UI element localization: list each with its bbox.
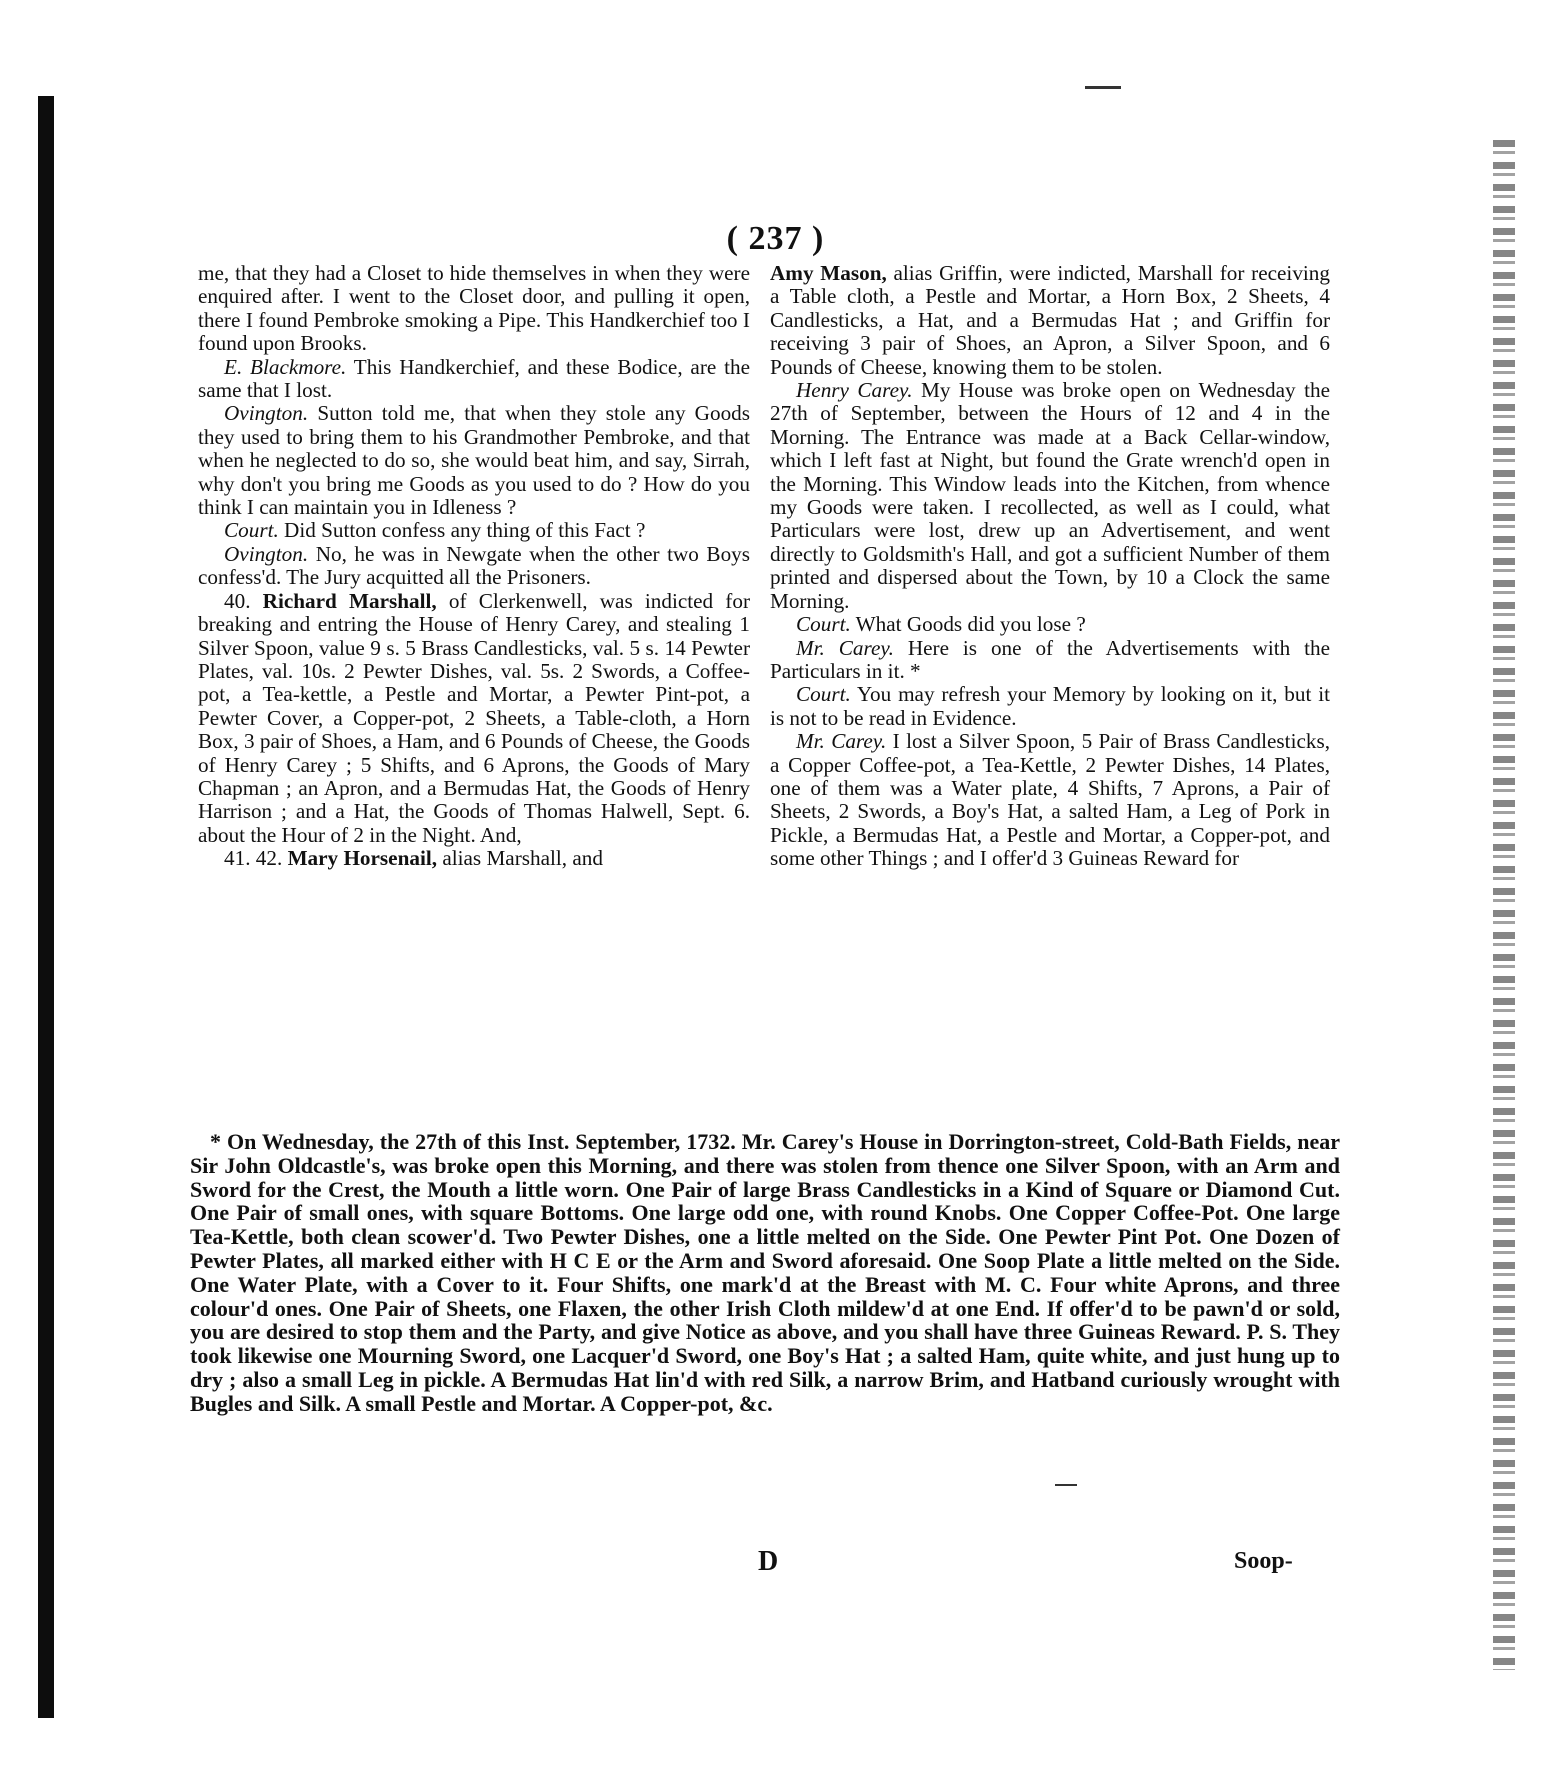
speaker-name: Court. bbox=[796, 612, 851, 637]
paragraph bbox=[770, 262, 1330, 379]
case-number: 40. bbox=[224, 588, 251, 613]
speaker-name: Ovington. bbox=[224, 401, 309, 426]
paragraph bbox=[770, 637, 1330, 684]
footnote-advertisement bbox=[190, 1130, 1340, 1416]
defendant-name: Richard Marshall, bbox=[262, 588, 437, 613]
paragraph-text: alias Marshall, and bbox=[442, 846, 603, 871]
paragraph bbox=[770, 379, 1330, 613]
right-column bbox=[770, 262, 1330, 871]
paragraph-text: of Clerkenwell, was indicted for breaking and entring the House of Henry Carey, and stealing 1 Silver Spoon, value 9 s. 5 Brass Candlesticks, val. 5 s. 14 Pewter Plates, val. 10s. 2 Pewter Dishes, val. 5s. 2 Swords, a Coffee-pot, a Tea-kettle, a Pestle and Mortar, a Pewter Pint-pot, a Pewter Cover, a Copper-pot, 2 Sheets, a Table-cloth, a Horn Box, 3 pair of Shoes, a Ham, and 6 Pounds of Cheese, the Goods of Henry Carey ; 5 Shifts, and 6 Aprons, the Goods of Mary Chapman ; an Apron, and a Bermudas Hat, the Goods of Henry Harrison ; and a Hat, the Goods of Thomas Halwell, Sept. 6. about the Hour of 2 in the Night. And, bbox=[198, 588, 751, 847]
ink-smudge bbox=[1055, 1484, 1077, 1486]
paragraph-text: I lost a Silver Spoon, 5 Pair of Brass Candlesticks, a Copper Coffee-pot, a Tea-Kettle, 2 Pewter Dishes, 14 Plates, one of them was a Water plate, 4 Shifts, 7 Aprons, a Pair of Sheets, 2 Swords, a Boy's Hat, a salted Ham, a Leg of Pork in Pickle, a Bermudas Hat, a Pestle and Mortar, a Copper-pot, and some other Things ; and I offer'd 3 Guineas Reward for bbox=[770, 729, 1330, 871]
paragraph bbox=[198, 543, 750, 590]
paragraph bbox=[198, 847, 750, 870]
paragraph-text: me, that they had a Closet to hide themselves in when they were enquired after. I went to the Closet door, and pulling it open, there I found Pembroke smoking a Pipe. This Handkerchief too I found upon Brooks. bbox=[198, 261, 750, 356]
ink-smudge bbox=[1085, 86, 1121, 89]
speaker-name: Ovington. bbox=[224, 541, 309, 566]
page-edge-shadow bbox=[1493, 140, 1515, 1670]
paragraph-text: My House was broke open on Wednesday the 27th of September, between the Hours of 12 and 4 in the Morning. The Entrance was made at a Back Cellar-window, which I left fast at Night, but found the Grate wrench'd open in the Morning. This Window leads into the Kitchen, from whence my Goods were taken. I recollected, as well as I could, what Particulars were lost, drew up an Advertisement, and went directly to Goldsmith's Hall, and got a sufficient Number of them printed and dispersed about the Town, by 10 a Clock the same Morning. bbox=[770, 378, 1330, 613]
speaker-name: Henry Carey. bbox=[796, 378, 913, 403]
paragraph-text: What Goods did you lose ? bbox=[855, 612, 1086, 637]
binding-shadow bbox=[38, 96, 54, 1718]
defendant-name: Amy Mason, bbox=[770, 261, 887, 285]
paragraph bbox=[198, 519, 750, 542]
paragraph-text: This Handkerchief, and these Bodice, are the same that I lost. bbox=[198, 354, 750, 403]
speaker-name: Court. bbox=[796, 682, 851, 707]
speaker-name: Court. bbox=[224, 518, 279, 543]
speaker-name: E. Blackmore. bbox=[224, 354, 347, 379]
paragraph bbox=[770, 613, 1330, 636]
paragraph-text: No, he was in Newgate when the other two Boys confess'd. The Jury acquitted all the Prisoners. bbox=[198, 541, 750, 590]
speaker-name: Mr. Carey. bbox=[796, 729, 887, 754]
speaker-name: Mr. Carey. bbox=[796, 635, 894, 660]
paragraph bbox=[198, 590, 750, 847]
paragraph-text: Here is one of the Advertisements with the Particulars in it. * bbox=[770, 635, 1331, 683]
catchword: Soop- bbox=[1234, 1548, 1293, 1574]
paragraph bbox=[198, 402, 750, 519]
page-number: ( 237 ) bbox=[726, 220, 825, 257]
defendant-name: Mary Horsenail, bbox=[287, 846, 438, 871]
paragraph bbox=[770, 683, 1330, 730]
paragraph bbox=[198, 262, 750, 356]
paragraph-text: alias Griffin, were indicted, Marshall for receiving a Table cloth, a Pestle and Mortar, a Horn Box, 2 Sheets, 4 Candlesticks, a Hat, and a Bermudas Hat ; and Griffin for receiving 3 pair of Shoes, an Apron, a Silver Spoon, and 6 Pounds of Cheese, knowing them to be stolen. bbox=[770, 261, 1330, 379]
paragraph-text: Did Sutton confess any thing of this Fact ? bbox=[284, 518, 646, 543]
case-number: 41. 42. bbox=[224, 846, 283, 871]
left-column bbox=[198, 262, 750, 871]
signature-mark: D bbox=[758, 1546, 779, 1577]
paragraph-text: You may refresh your Memory by looking on it, but it is not to be read in Evidence. bbox=[770, 682, 1331, 730]
paragraph-text: Sutton told me, that when they stole any Goods they used to bring them to his Grandmother Pembroke, and that when he neglected to do so, she would beat him, and say, Sirrah, why don't you bring me Goods as you used to do ? How do you think I can maintain you in Idleness ? bbox=[198, 401, 751, 520]
footnote-text: * On Wednesday, the 27th of this Inst. September, 1732. Mr. Carey's House in Dorrington-street, Cold-Bath Fields, near Sir John Oldcastle's, was broke open this Morning, and there was stolen from thence one Silver Spoon, with an Arm and Sword for the Crest, the Mouth a little worn. One Pair of large Brass Candlesticks in a Kind of Square or Diamond Cut. One Pair of small ones, with square Bottoms. One large odd one, with round Knobs. One Copper Coffee-Pot. One large Tea-Kettle, both clean scower'd. Two Pewter Dishes, one a little melted on the Side. One Pewter Pint Pot. One Dozen of Pewter Plates, all marked either with H C E or the Arm and Sword aforesaid. One Soop Plate a little melted on the Side. One Water Plate, with a Cover to it. Four Shifts, one mark'd at the Breast with M. C. Four white Aprons, and three colour'd ones. One Pair of Sheets, one Flaxen, the other Irish Cloth mildew'd at one End. If offer'd to be pawn'd or sold, you are desired to stop them and the Party, and give Notice as above, and you shall have three Guineas Reward. P. S. They took likewise one Mourning Sword, one Lacquer'd Sword, one Boy's Hat ; a salted Ham, quite white, and just hung up to dry ; also a small Leg in pickle. A Bermudas Hat lin'd with red Silk, a narrow Brim, and Hatband curiously wrought with Bugles and Silk. A small Pestle and Mortar. A Copper-pot, &c. bbox=[190, 1129, 1340, 1416]
paragraph bbox=[198, 356, 750, 403]
paragraph bbox=[770, 730, 1330, 870]
